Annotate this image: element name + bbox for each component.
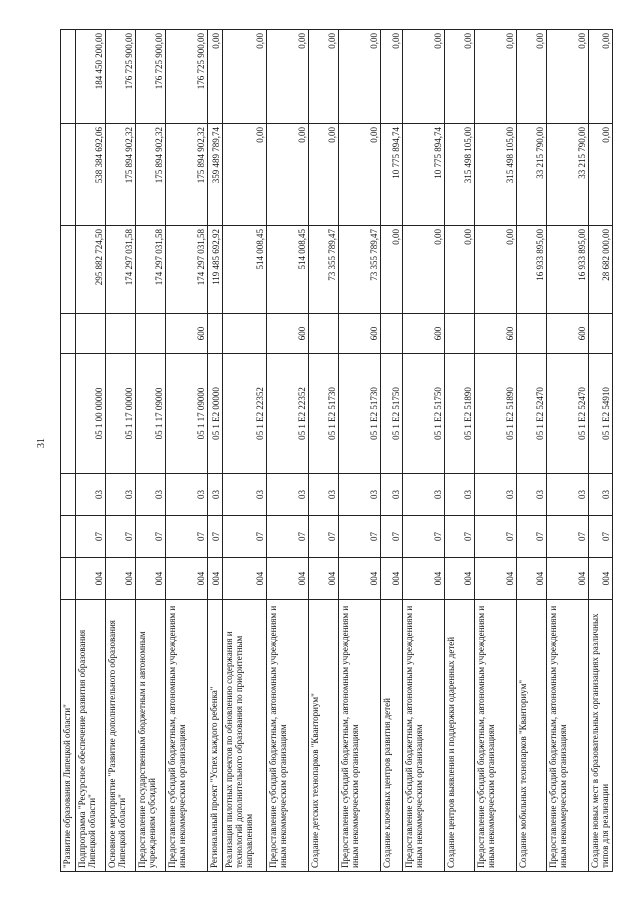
cell-value-2: 0,00 bbox=[339, 124, 381, 226]
cell-csr bbox=[61, 354, 76, 474]
cell-csr: 05 1 E2 54910 bbox=[589, 354, 613, 474]
cell-name: Создание детских технопарков "Кванториум" bbox=[309, 600, 339, 872]
cell-csr: 05 1 E2 52470 bbox=[517, 354, 547, 474]
cell-value-1: 73 355 789,47 bbox=[339, 226, 381, 314]
cell-value-2: 0,00 bbox=[223, 124, 267, 226]
cell-value-2: 33 215 790,00 bbox=[547, 124, 589, 226]
cell-value-3: 0,00 bbox=[403, 30, 445, 124]
cell-vr: 600 bbox=[403, 314, 445, 354]
cell-name: Создание ключевых центров развития детей bbox=[381, 600, 403, 872]
cell-vr bbox=[223, 314, 267, 354]
cell-vr bbox=[106, 314, 136, 354]
cell-rz bbox=[61, 516, 76, 558]
cell-pr: 03 bbox=[76, 474, 106, 516]
cell-vr: 600 bbox=[547, 314, 589, 354]
cell-pr: 03 bbox=[445, 474, 475, 516]
cell-csr: 05 1 17 00000 bbox=[106, 354, 136, 474]
cell-rz: 07 bbox=[309, 516, 339, 558]
cell-value-1: 514 008,45 bbox=[267, 226, 309, 314]
cell-value-1: 28 682 000,00 bbox=[589, 226, 613, 314]
cell-value-2: 0,00 bbox=[309, 124, 339, 226]
cell-ved: 004 bbox=[547, 558, 589, 600]
cell-value-3: 0,00 bbox=[208, 30, 223, 124]
cell-vr: 600 bbox=[339, 314, 381, 354]
cell-value-1 bbox=[61, 226, 76, 314]
cell-name: Предоставление субсидий бюджетным, автономным учреждениям и иным некоммерческим организациям bbox=[267, 600, 309, 872]
budget-table bbox=[60, 29, 613, 872]
cell-name: Предоставление государственным бюджетным и автономным учреждениям субсидий bbox=[136, 600, 166, 872]
cell-ved: 004 bbox=[208, 558, 223, 600]
cell-pr: 03 bbox=[267, 474, 309, 516]
cell-csr: 05 1 E2 22352 bbox=[267, 354, 309, 474]
cell-value-1: 16 933 895,00 bbox=[547, 226, 589, 314]
cell-value-2: 175 894 902,32 bbox=[106, 124, 136, 226]
cell-value-2: 175 894 902,32 bbox=[136, 124, 166, 226]
cell-csr: 05 1 E2 52470 bbox=[547, 354, 589, 474]
cell-value-2: 10 775 894,74 bbox=[403, 124, 445, 226]
cell-pr: 03 bbox=[403, 474, 445, 516]
table-row bbox=[339, 30, 381, 872]
cell-ved: 004 bbox=[309, 558, 339, 600]
table-row bbox=[267, 30, 309, 872]
budget-table-container bbox=[60, 30, 625, 872]
cell-value-3: 176 725 900,00 bbox=[106, 30, 136, 124]
cell-value-3: 0,00 bbox=[589, 30, 613, 124]
cell-vr: 600 bbox=[475, 314, 517, 354]
cell-pr: 03 bbox=[136, 474, 166, 516]
cell-ved bbox=[61, 558, 76, 600]
cell-value-3: 0,00 bbox=[517, 30, 547, 124]
cell-pr: 03 bbox=[106, 474, 136, 516]
cell-vr bbox=[309, 314, 339, 354]
cell-name: Подпрограмма "Ресурсное обеспечение развития образования Липецкой области" bbox=[76, 600, 106, 872]
cell-ved: 004 bbox=[517, 558, 547, 600]
cell-value-2 bbox=[61, 124, 76, 226]
cell-rz: 07 bbox=[403, 516, 445, 558]
cell-name: Основное мероприятие "Развитие дополнительного образования Липецкой области" bbox=[106, 600, 136, 872]
cell-value-2: 315 498 105,00 bbox=[445, 124, 475, 226]
cell-ved: 004 bbox=[339, 558, 381, 600]
cell-rz: 07 bbox=[445, 516, 475, 558]
cell-name: Создание центров выявления и поддержки одаренных детей bbox=[445, 600, 475, 872]
cell-value-3: 176 725 900,00 bbox=[136, 30, 166, 124]
cell-name: Предоставление субсидий бюджетным, автономным учреждениям и иным некоммерческим организациям bbox=[403, 600, 445, 872]
cell-pr: 03 bbox=[339, 474, 381, 516]
cell-vr bbox=[381, 314, 403, 354]
page-number: 31 bbox=[36, 438, 47, 448]
cell-vr bbox=[445, 314, 475, 354]
cell-vr bbox=[589, 314, 613, 354]
table-row bbox=[547, 30, 589, 872]
cell-rz: 07 bbox=[136, 516, 166, 558]
cell-ved: 004 bbox=[166, 558, 208, 600]
cell-ved: 004 bbox=[589, 558, 613, 600]
cell-pr: 03 bbox=[547, 474, 589, 516]
cell-pr: 03 bbox=[223, 474, 267, 516]
cell-value-1: 295 882 724,50 bbox=[76, 226, 106, 314]
cell-name: "Развитие образования Липецкой области" bbox=[61, 600, 76, 872]
table-row bbox=[589, 30, 613, 872]
cell-value-3: 0,00 bbox=[339, 30, 381, 124]
cell-csr: 05 1 E2 51890 bbox=[475, 354, 517, 474]
cell-rz: 07 bbox=[208, 516, 223, 558]
cell-ved: 004 bbox=[106, 558, 136, 600]
cell-value-1: 514 008,45 bbox=[223, 226, 267, 314]
cell-pr: 03 bbox=[208, 474, 223, 516]
cell-value-1: 0,00 bbox=[403, 226, 445, 314]
cell-vr bbox=[517, 314, 547, 354]
cell-pr: 03 bbox=[381, 474, 403, 516]
cell-name: Предоставление субсидий бюджетным, автономным учреждениям и иным некоммерческим организациям bbox=[339, 600, 381, 872]
cell-name: Предоставление субсидий бюджетным, автономным учреждениям и иным некоммерческим организациям bbox=[547, 600, 589, 872]
table-row bbox=[475, 30, 517, 872]
cell-pr: 03 bbox=[475, 474, 517, 516]
cell-ved: 004 bbox=[267, 558, 309, 600]
cell-value-2: 0,00 bbox=[589, 124, 613, 226]
cell-vr bbox=[61, 314, 76, 354]
cell-csr: 05 1 E2 51730 bbox=[339, 354, 381, 474]
table-row bbox=[445, 30, 475, 872]
cell-pr: 03 bbox=[517, 474, 547, 516]
cell-value-2: 33 215 790,00 bbox=[517, 124, 547, 226]
cell-rz: 07 bbox=[517, 516, 547, 558]
cell-value-3: 0,00 bbox=[309, 30, 339, 124]
cell-value-3: 0,00 bbox=[381, 30, 403, 124]
cell-csr: 05 1 E2 22352 bbox=[223, 354, 267, 474]
table-row bbox=[403, 30, 445, 872]
table-row bbox=[208, 30, 223, 872]
cell-pr bbox=[61, 474, 76, 516]
cell-value-1: 73 355 789,47 bbox=[309, 226, 339, 314]
cell-csr: 05 1 17 09000 bbox=[136, 354, 166, 474]
table-row bbox=[76, 30, 106, 872]
table-row bbox=[166, 30, 208, 872]
cell-rz: 07 bbox=[166, 516, 208, 558]
cell-value-2: 0,00 bbox=[267, 124, 309, 226]
cell-value-2: 10 775 894,74 bbox=[381, 124, 403, 226]
cell-vr bbox=[208, 314, 223, 354]
cell-ved: 004 bbox=[136, 558, 166, 600]
cell-rz: 07 bbox=[381, 516, 403, 558]
table-row bbox=[381, 30, 403, 872]
cell-value-2: 538 384 692,06 bbox=[76, 124, 106, 226]
table-row bbox=[106, 30, 136, 872]
table-row bbox=[223, 30, 267, 872]
cell-value-1: 174 297 031,58 bbox=[166, 226, 208, 314]
table-body bbox=[61, 30, 613, 872]
cell-value-3: 0,00 bbox=[267, 30, 309, 124]
cell-name: Создание мобильных технопарков "Кванториум" bbox=[517, 600, 547, 872]
cell-name: Региональный проект "Успех каждого ребенка" bbox=[208, 600, 223, 872]
cell-name: Реализация пилотных проектов по обновлению содержания и технологий дополнительного образования по приоритетным направлениям bbox=[223, 600, 267, 872]
cell-rz: 07 bbox=[223, 516, 267, 558]
cell-pr: 03 bbox=[166, 474, 208, 516]
table-row bbox=[517, 30, 547, 872]
cell-ved: 004 bbox=[445, 558, 475, 600]
cell-ved: 004 bbox=[223, 558, 267, 600]
cell-vr bbox=[136, 314, 166, 354]
cell-rz: 07 bbox=[339, 516, 381, 558]
cell-csr: 05 1 E2 51730 bbox=[309, 354, 339, 474]
cell-vr: 600 bbox=[166, 314, 208, 354]
cell-name: Предоставление субсидий бюджетным, автономным учреждениям и иным некоммерческим организациям bbox=[166, 600, 208, 872]
cell-csr: 05 1 E2 51750 bbox=[403, 354, 445, 474]
cell-ved: 004 bbox=[403, 558, 445, 600]
cell-vr: 600 bbox=[267, 314, 309, 354]
cell-vr bbox=[76, 314, 106, 354]
cell-rz: 07 bbox=[475, 516, 517, 558]
cell-value-3: 176 725 900,00 bbox=[166, 30, 208, 124]
table-row bbox=[136, 30, 166, 872]
cell-csr: 05 1 E2 00000 bbox=[208, 354, 223, 474]
cell-value-3: 0,00 bbox=[475, 30, 517, 124]
cell-value-3 bbox=[61, 30, 76, 124]
cell-value-2: 315 498 105,00 bbox=[475, 124, 517, 226]
cell-ved: 004 bbox=[381, 558, 403, 600]
cell-value-2: 359 489 789,74 bbox=[208, 124, 223, 226]
cell-value-1: 0,00 bbox=[381, 226, 403, 314]
cell-rz: 07 bbox=[589, 516, 613, 558]
cell-value-1: 119 485 692,92 bbox=[208, 226, 223, 314]
cell-csr: 05 1 E2 51890 bbox=[445, 354, 475, 474]
cell-csr: 05 1 E2 51750 bbox=[381, 354, 403, 474]
cell-value-3: 184 450 200,00 bbox=[76, 30, 106, 124]
cell-name: Создание новых мест в образовательных организациях различных типов для реализации bbox=[589, 600, 613, 872]
cell-name: Предоставление субсидий бюджетным, автономным учреждениям и иным некоммерческим организациям bbox=[475, 600, 517, 872]
cell-value-1: 174 297 031,58 bbox=[136, 226, 166, 314]
cell-csr: 05 1 00 00000 bbox=[76, 354, 106, 474]
table-row bbox=[309, 30, 339, 872]
cell-pr: 03 bbox=[589, 474, 613, 516]
cell-value-1: 16 933 895,00 bbox=[517, 226, 547, 314]
cell-value-1: 0,00 bbox=[475, 226, 517, 314]
cell-rz: 07 bbox=[547, 516, 589, 558]
cell-pr: 03 bbox=[309, 474, 339, 516]
table-row bbox=[61, 30, 76, 872]
cell-rz: 07 bbox=[106, 516, 136, 558]
cell-value-3: 0,00 bbox=[223, 30, 267, 124]
cell-rz: 07 bbox=[76, 516, 106, 558]
cell-value-2: 175 894 902,32 bbox=[166, 124, 208, 226]
cell-ved: 004 bbox=[475, 558, 517, 600]
cell-ved: 004 bbox=[76, 558, 106, 600]
cell-value-3: 0,00 bbox=[445, 30, 475, 124]
cell-value-3: 0,00 bbox=[547, 30, 589, 124]
cell-rz: 07 bbox=[267, 516, 309, 558]
cell-value-1: 174 297 031,58 bbox=[106, 226, 136, 314]
cell-csr: 05 1 17 09000 bbox=[166, 354, 208, 474]
cell-value-1: 0,00 bbox=[445, 226, 475, 314]
